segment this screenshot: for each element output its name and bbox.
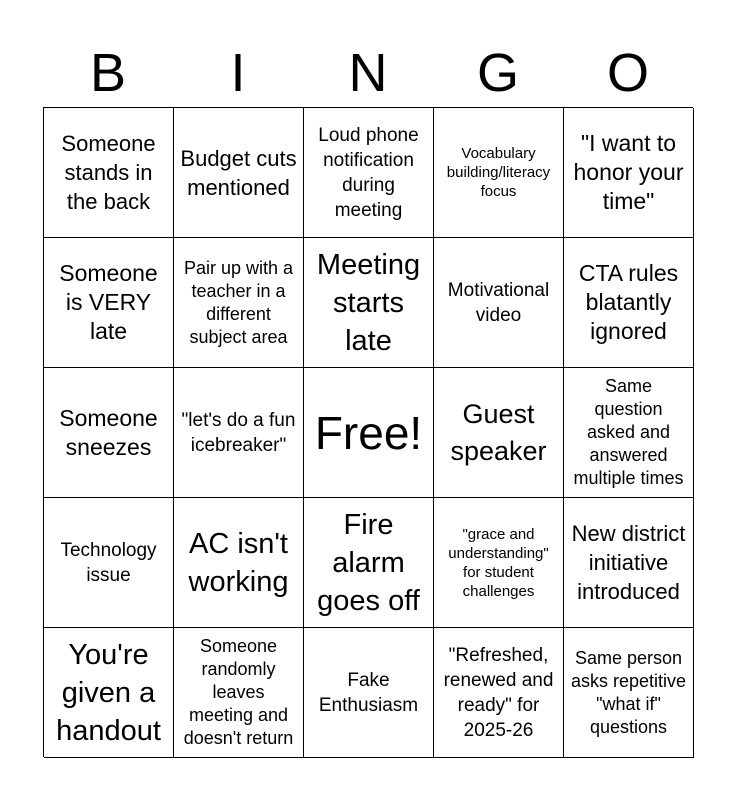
header-letter-n: N	[348, 43, 388, 103]
bingo-cell-label: Fire alarm goes off	[317, 508, 420, 617]
bingo-cell-label: Someone is VERY late	[59, 260, 158, 344]
bingo-cell[interactable]	[174, 498, 304, 628]
header-letter-o: O	[606, 43, 649, 103]
header-letter-i: I	[230, 43, 246, 103]
bingo-cell[interactable]	[564, 628, 694, 758]
bingo-cell-label: Motivational video	[447, 279, 550, 326]
bingo-cell[interactable]	[564, 368, 694, 498]
bingo-cell[interactable]	[44, 628, 174, 758]
header-letter-g: G	[476, 43, 519, 103]
bingo-cell[interactable]	[44, 498, 174, 628]
bingo-cell-label: Pair up with a teacher in a different subject area	[183, 257, 294, 347]
bingo-cell[interactable]	[44, 108, 174, 238]
bingo-cell[interactable]	[174, 628, 304, 758]
bingo-cell-label: Guest speaker	[450, 398, 547, 466]
bingo-cell-label: Fake Enthusiasm	[318, 669, 419, 716]
bingo-cell-label: Technology issue	[60, 539, 157, 586]
bingo-header	[43, 40, 693, 106]
bingo-cell-label: CTA rules blatantly ignored	[578, 260, 679, 344]
bingo-cell[interactable]	[174, 238, 304, 368]
bingo-cell[interactable]	[44, 238, 174, 368]
bingo-cell[interactable]	[304, 628, 434, 758]
bingo-cell[interactable]	[434, 238, 564, 368]
bingo-cell-label: Meeting starts late	[316, 248, 421, 357]
bingo-cell[interactable]	[174, 108, 304, 238]
bingo-cell[interactable]	[434, 498, 564, 628]
bingo-cell[interactable]	[434, 628, 564, 758]
bingo-cell[interactable]	[434, 368, 564, 498]
bingo-cell-label: "I want to honor your time"	[573, 130, 684, 214]
bingo-cell[interactable]	[434, 108, 564, 238]
bingo-cell-label: "grace and understanding" for student challenges	[448, 525, 549, 600]
bingo-cell[interactable]	[304, 498, 434, 628]
bingo-cell-label: You're given a handout	[56, 638, 161, 747]
header-letter-b: B	[89, 43, 127, 103]
bingo-board	[43, 107, 693, 757]
bingo-cell-label: Loud phone notification during meeting	[318, 124, 419, 221]
bingo-cell-label: Someone randomly leaves meeting and doesn't return	[183, 636, 294, 748]
free-space-cell[interactable]	[304, 368, 434, 498]
bingo-cell-label: Same question asked and answered multiple times	[573, 376, 684, 488]
bingo-cell-label: AC isn't working	[188, 527, 289, 598]
bingo-cell-label: Someone sneezes	[59, 404, 158, 460]
bingo-cell-label: "let's do a fun icebreaker"	[181, 409, 296, 456]
bingo-cell-label: New district initiative introduced	[571, 521, 686, 604]
bingo-cell[interactable]	[564, 108, 694, 238]
bingo-cell[interactable]	[564, 238, 694, 368]
bingo-cell-label: Someone stands in the back	[61, 131, 156, 214]
free-space-label: Free!	[314, 406, 423, 459]
bingo-cell[interactable]	[174, 368, 304, 498]
bingo-cell[interactable]	[564, 498, 694, 628]
bingo-cell[interactable]	[304, 238, 434, 368]
bingo-cell-label: Vocabulary building/literacy focus	[446, 145, 551, 200]
bingo-cell[interactable]	[44, 368, 174, 498]
bingo-cell-label: Budget cuts mentioned	[180, 145, 297, 200]
bingo-cell-label: "Refreshed, renewed and ready" for 2025-26	[443, 644, 554, 741]
bingo-cell-label: Same person asks repetitive "what if" questions	[570, 647, 687, 737]
bingo-cell[interactable]	[304, 108, 434, 238]
